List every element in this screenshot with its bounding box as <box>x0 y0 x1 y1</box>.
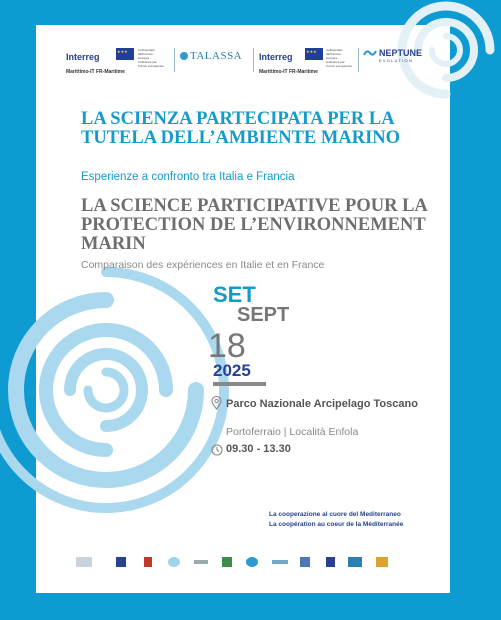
neptune-wave-icon <box>363 48 377 58</box>
partner-logo <box>246 557 258 567</box>
venue-location: Portoferraio | Località Enfola <box>226 426 359 438</box>
partner-logo <box>300 557 310 567</box>
partner-logo <box>194 560 208 564</box>
neptune-subtitle: EVOLUTION <box>379 58 413 63</box>
talassa-mark-icon <box>180 52 188 60</box>
partner-logos <box>76 553 406 571</box>
eu-flag-icon <box>305 48 323 60</box>
interreg-wordmark: Interreg <box>259 52 293 62</box>
event-poster <box>36 25 450 593</box>
eu-cofunding-note: Cofinanziato dall'Unione europea · Cofinancé par l'Union européenne <box>138 48 164 68</box>
program-region: Marittimo-IT FR-Maritime <box>66 69 125 75</box>
clock-icon <box>211 444 223 456</box>
partner-logo <box>144 557 152 567</box>
motto-french: La coopération au coeur de la Méditerranée <box>269 521 404 528</box>
subtitle-italian: Esperienze a confronto tra Italia e Francia <box>81 171 295 183</box>
eu-flag-icon <box>116 48 134 60</box>
motto-italian: La cooperazione al cuore del Mediterraneo <box>269 511 401 518</box>
map-pin-icon <box>211 396 222 410</box>
subtitle-french: Comparaison des expériences en Italie et en France <box>81 259 325 271</box>
partner-logo <box>272 560 288 564</box>
partner-logo <box>76 557 92 567</box>
partner-logo <box>116 557 126 567</box>
spiral-wave-icon <box>0 260 236 520</box>
partner-logo <box>326 557 335 567</box>
talassa-logo <box>180 50 242 62</box>
event-day: 18 <box>208 327 246 365</box>
title-french: LA SCIENCE PARTICIPATIVE POUR LA PROTECTION DE L’ENVIRONNEMENT MARIN <box>81 196 427 254</box>
partner-logo <box>222 557 232 567</box>
month-italian: SET <box>213 282 256 307</box>
talassa-wordmark: TALASSA <box>190 50 243 62</box>
year-underline <box>213 382 266 386</box>
interreg-wordmark: Interreg <box>66 52 100 62</box>
event-time: 09.30 - 13.30 <box>226 443 291 455</box>
partner-logo <box>168 557 180 567</box>
eu-cofunding-note: Cofinanziato dall'Unione europea · Cofinancé par l'Union européenne <box>326 48 352 68</box>
logo-divider <box>358 48 359 72</box>
logo-divider <box>174 48 175 72</box>
partner-logo <box>348 557 362 567</box>
logo-divider <box>253 48 254 72</box>
partner-logo <box>376 557 388 567</box>
logo-strip <box>66 45 436 105</box>
event-year: 2025 <box>213 361 251 380</box>
month-french: SEPT <box>237 304 290 326</box>
venue-name: Parco Nazionale Arcipelago Toscano <box>226 398 418 410</box>
program-region: Marittimo-IT FR-Maritime <box>259 69 318 75</box>
title-italian: LA SCIENZA PARTECIPATA PER LA TUTELA DELL’AMBIENTE MARINO <box>81 109 401 148</box>
neptune-wordmark: NEPTUNE <box>379 48 423 58</box>
